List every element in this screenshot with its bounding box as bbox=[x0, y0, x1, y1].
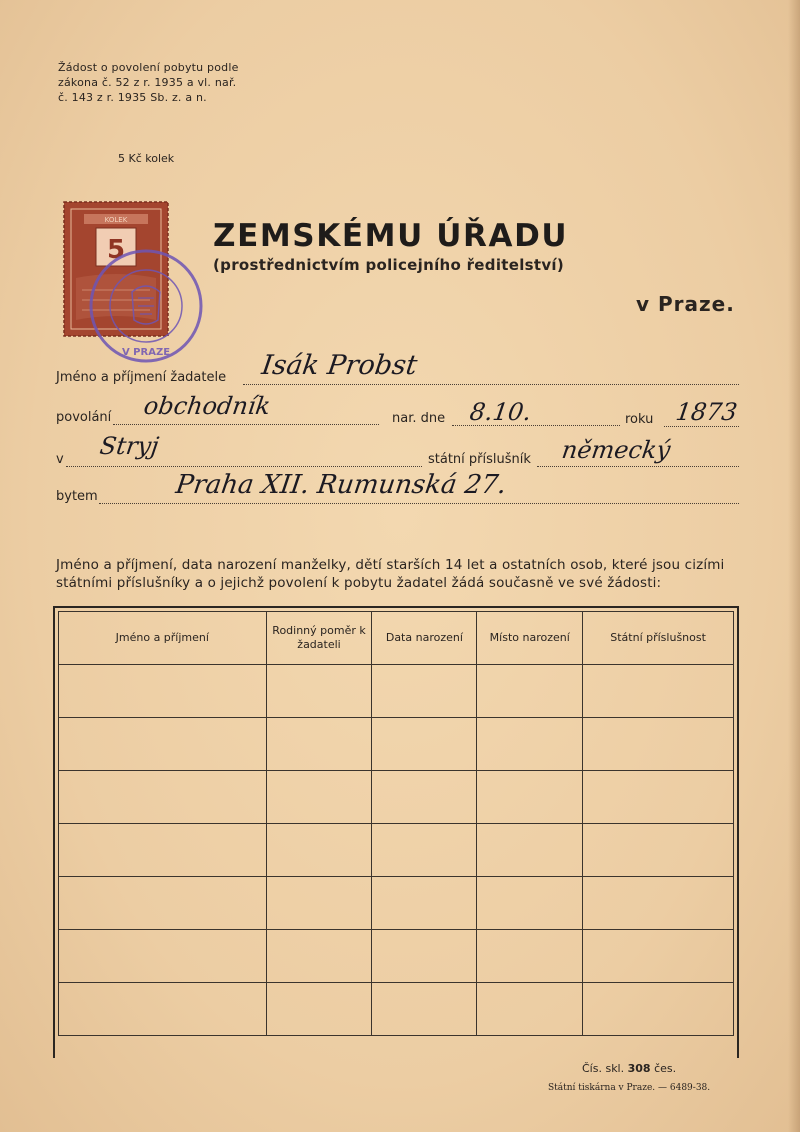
table-cell[interactable] bbox=[59, 771, 267, 824]
table-row bbox=[59, 771, 734, 824]
stamp-value: 5 bbox=[106, 235, 126, 265]
citizenship-field[interactable]: německý bbox=[560, 436, 673, 464]
stamp-label: KOLEK bbox=[104, 216, 128, 224]
column-header-relation: Rodinný poměr k žadateli bbox=[266, 612, 372, 665]
family-table-grid bbox=[58, 611, 734, 1036]
table-row bbox=[59, 718, 734, 771]
name-label: Jméno a příjmení žadatele bbox=[56, 370, 227, 385]
table-header-row bbox=[59, 612, 734, 665]
table-cell[interactable] bbox=[372, 983, 477, 1036]
table-cell[interactable] bbox=[583, 930, 734, 983]
table-row bbox=[59, 665, 734, 718]
law-line: zákona č. 52 z r. 1935 a vl. nař. bbox=[58, 76, 237, 89]
table-row bbox=[59, 877, 734, 930]
column-header-birth-date: Data narození bbox=[372, 612, 477, 665]
table-cell[interactable] bbox=[266, 824, 372, 877]
table-cell[interactable] bbox=[583, 877, 734, 930]
table-cell[interactable] bbox=[266, 877, 372, 930]
table-cell[interactable] bbox=[266, 930, 372, 983]
family-instructions: Jméno a příjmení, data narození manželky, dětí starších 14 let a ostatních osob, které jsou cizími státními příslušníky a o jejichž povolení k pobytu žadatel žádá současně ve své žádosti: bbox=[56, 557, 725, 591]
kolek-note: 5 Kč kolek bbox=[118, 152, 175, 165]
table-cell[interactable] bbox=[477, 771, 583, 824]
table-cell[interactable] bbox=[583, 771, 734, 824]
table-cell[interactable] bbox=[372, 930, 477, 983]
law-line: Žádost o povolení pobytu podle bbox=[58, 61, 239, 74]
law-reference bbox=[58, 60, 239, 105]
seal-text: V PRAZE bbox=[121, 347, 171, 358]
form-code-suffix: čes. bbox=[654, 1062, 677, 1075]
birth-place-field[interactable]: Stryj bbox=[98, 432, 161, 460]
table-body bbox=[59, 665, 734, 1036]
table-row bbox=[59, 824, 734, 877]
citizenship-label: státní příslušník bbox=[428, 452, 531, 467]
table-row bbox=[59, 983, 734, 1036]
table-cell[interactable] bbox=[59, 983, 267, 1036]
form-code bbox=[582, 1062, 676, 1075]
table-cell[interactable] bbox=[372, 665, 477, 718]
table-cell[interactable] bbox=[266, 983, 372, 1036]
table-cell[interactable] bbox=[477, 983, 583, 1036]
table-cell[interactable] bbox=[59, 877, 267, 930]
birth-date-label: nar. dne bbox=[392, 411, 446, 426]
citizenship-line bbox=[537, 466, 739, 467]
table-cell[interactable] bbox=[477, 665, 583, 718]
year-line bbox=[664, 426, 739, 427]
column-header-name: Jméno a příjmení bbox=[59, 612, 267, 665]
occupation-label: povolání bbox=[56, 410, 112, 425]
name-field[interactable]: Isák Probst bbox=[259, 350, 420, 381]
law-line: č. 143 z r. 1935 Sb. z. a n. bbox=[58, 91, 207, 104]
birth-date-field[interactable]: 8.10. bbox=[468, 398, 534, 426]
table-cell[interactable] bbox=[266, 665, 372, 718]
column-header-birth-place: Místo narození bbox=[477, 612, 583, 665]
year-label: roku bbox=[625, 412, 654, 427]
table-cell[interactable] bbox=[477, 877, 583, 930]
table-cell[interactable] bbox=[372, 771, 477, 824]
table-cell[interactable] bbox=[583, 718, 734, 771]
city-label: v Praze. bbox=[636, 292, 735, 316]
table-cell[interactable] bbox=[372, 877, 477, 930]
paper-edge-shadow bbox=[788, 0, 800, 1132]
residence-field[interactable]: Praha XII. Rumunská 27. bbox=[173, 470, 509, 500]
table-cell[interactable] bbox=[59, 665, 267, 718]
table-cell[interactable] bbox=[266, 771, 372, 824]
form-code-prefix: Čís. skl. bbox=[582, 1062, 625, 1075]
residence-label: bytem bbox=[56, 489, 98, 504]
table-cell[interactable] bbox=[59, 824, 267, 877]
place-line bbox=[66, 466, 422, 467]
table-cell[interactable] bbox=[477, 718, 583, 771]
year-field[interactable]: 1873 bbox=[674, 398, 740, 426]
table-row bbox=[59, 930, 734, 983]
kolek-stamp bbox=[64, 202, 168, 336]
column-header-citizenship: Státní příslušnost bbox=[583, 612, 734, 665]
residence-line bbox=[99, 503, 739, 504]
table-cell[interactable] bbox=[583, 824, 734, 877]
page-subtitle: (prostřednictvím policejního ředitelství) bbox=[213, 256, 565, 274]
name-line bbox=[243, 384, 739, 385]
occupation-field[interactable]: obchodník bbox=[142, 392, 273, 420]
form-code-number: 308 bbox=[627, 1062, 651, 1075]
table-cell[interactable] bbox=[59, 718, 267, 771]
occupation-line bbox=[113, 424, 379, 425]
printer-note: Státní tiskárna v Praze. — 6489-38. bbox=[548, 1083, 711, 1093]
table-cell[interactable] bbox=[583, 983, 734, 1036]
family-table bbox=[53, 606, 739, 1058]
table-cell[interactable] bbox=[266, 718, 372, 771]
table-cell[interactable] bbox=[372, 824, 477, 877]
table-cell[interactable] bbox=[477, 824, 583, 877]
place-label: v bbox=[56, 452, 64, 467]
table-cell[interactable] bbox=[372, 718, 477, 771]
table-cell[interactable] bbox=[583, 665, 734, 718]
table-cell[interactable] bbox=[59, 930, 267, 983]
table-cell[interactable] bbox=[477, 930, 583, 983]
page-title: ZEMSKÉMU ÚŘADU bbox=[213, 218, 569, 254]
revenue-stamp bbox=[62, 200, 207, 375]
